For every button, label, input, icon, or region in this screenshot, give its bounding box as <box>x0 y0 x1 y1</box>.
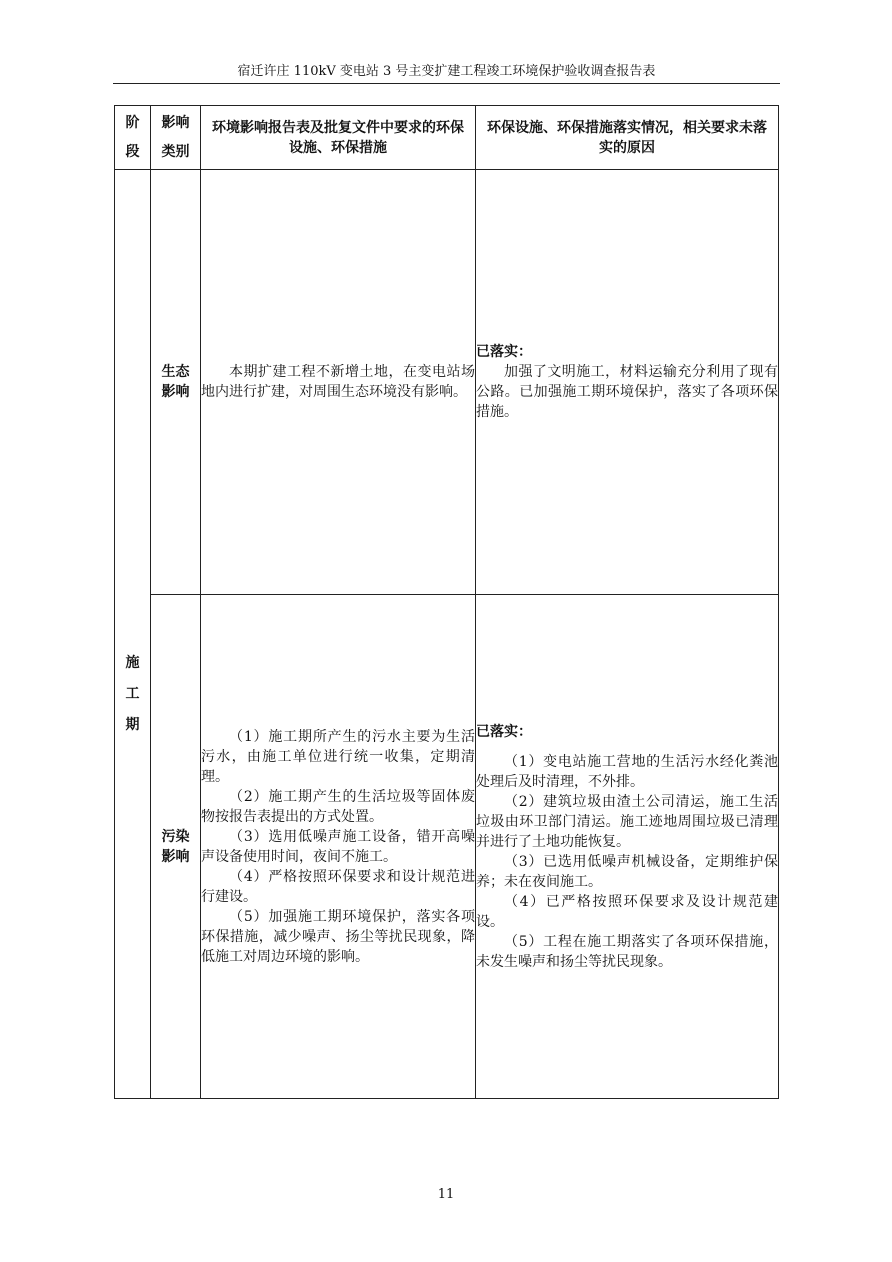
implementation-ecological <box>476 170 779 595</box>
column-header-stage: 阶段 <box>115 106 151 170</box>
report-title: 宿迁许庄 110kV 变电站 3 号主变扩建工程竣工环境保护验收调查报告表 <box>237 64 656 79</box>
requirement-item: （1）施工期所产生的污水主要为生活污水，由施工单位进行统一收集，定期清理。 <box>201 728 475 785</box>
requirement-item: （5）加强施工期环境保护，落实各项环保措施，减少噪声、扬尘等扰民现象，降低施工对周边环境的影响。 <box>201 908 475 965</box>
page-header <box>113 62 780 84</box>
acceptance-survey-table <box>114 105 779 1099</box>
requirements-ecological <box>201 170 476 595</box>
requirements-pollution <box>201 595 476 1099</box>
requirement-paragraph: 本期扩建工程不新增土地，在变电站场地内进行扩建，对周围生态环境没有影响。 <box>201 364 475 400</box>
requirement-item: （2）施工期产生的生活垃圾等固体废物按报告表提出的方式处置。 <box>201 788 475 825</box>
implemented-heading: 已落实： <box>476 344 532 360</box>
implemented-heading: 已落实： <box>476 723 532 740</box>
page-number: 11 <box>437 1187 455 1202</box>
table-header-row <box>115 106 779 170</box>
implementation-item: （3）已选用低噪声机械设备，定期维护保养；未在夜间施工。 <box>476 853 778 890</box>
table-row-pollution <box>115 595 779 1099</box>
impact-type-pollution: 污染影响 <box>151 595 201 1099</box>
column-header-requirements: 环境影响报告表及批复文件中要求的环保设施、环保措施 <box>201 106 476 170</box>
implementation-item: （1）变电站施工营地的生活污水经化粪池处理后及时清理，不外排。 <box>476 753 778 790</box>
column-header-impact-type: 影响类别 <box>151 106 201 170</box>
implementation-item: （5）工程在施工期落实了各项环保措施，未发生噪声和扬尘等扰民现象。 <box>476 933 778 970</box>
implementation-item: （4）已严格按照环保要求及设计规范建设。 <box>476 893 778 930</box>
implementation-paragraph: 加强了文明施工，材料运输充分利用了现有公路。已加强施工期环境保护，落实了各项环保措施。 <box>476 364 778 420</box>
implementation-item: （2）建筑垃圾由渣土公司清运，施工生活垃圾由环卫部门清运。施工迹地周围垃圾已清理并进行了土地功能恢复。 <box>476 793 778 850</box>
table-row-ecological <box>115 170 779 595</box>
requirement-item: （3）选用低噪声施工设备，错开高噪声设备使用时间，夜间不施工。 <box>201 828 475 865</box>
impact-type-ecological: 生态影响 <box>151 170 201 595</box>
requirement-item: （4）严格按照环保要求和设计规范进行建设。 <box>201 868 475 905</box>
implementation-pollution <box>476 595 779 1099</box>
column-header-implementation: 环保设施、环保措施落实情况，相关要求未落实的原因 <box>476 106 779 170</box>
stage-cell: 施工期 <box>115 170 151 1099</box>
